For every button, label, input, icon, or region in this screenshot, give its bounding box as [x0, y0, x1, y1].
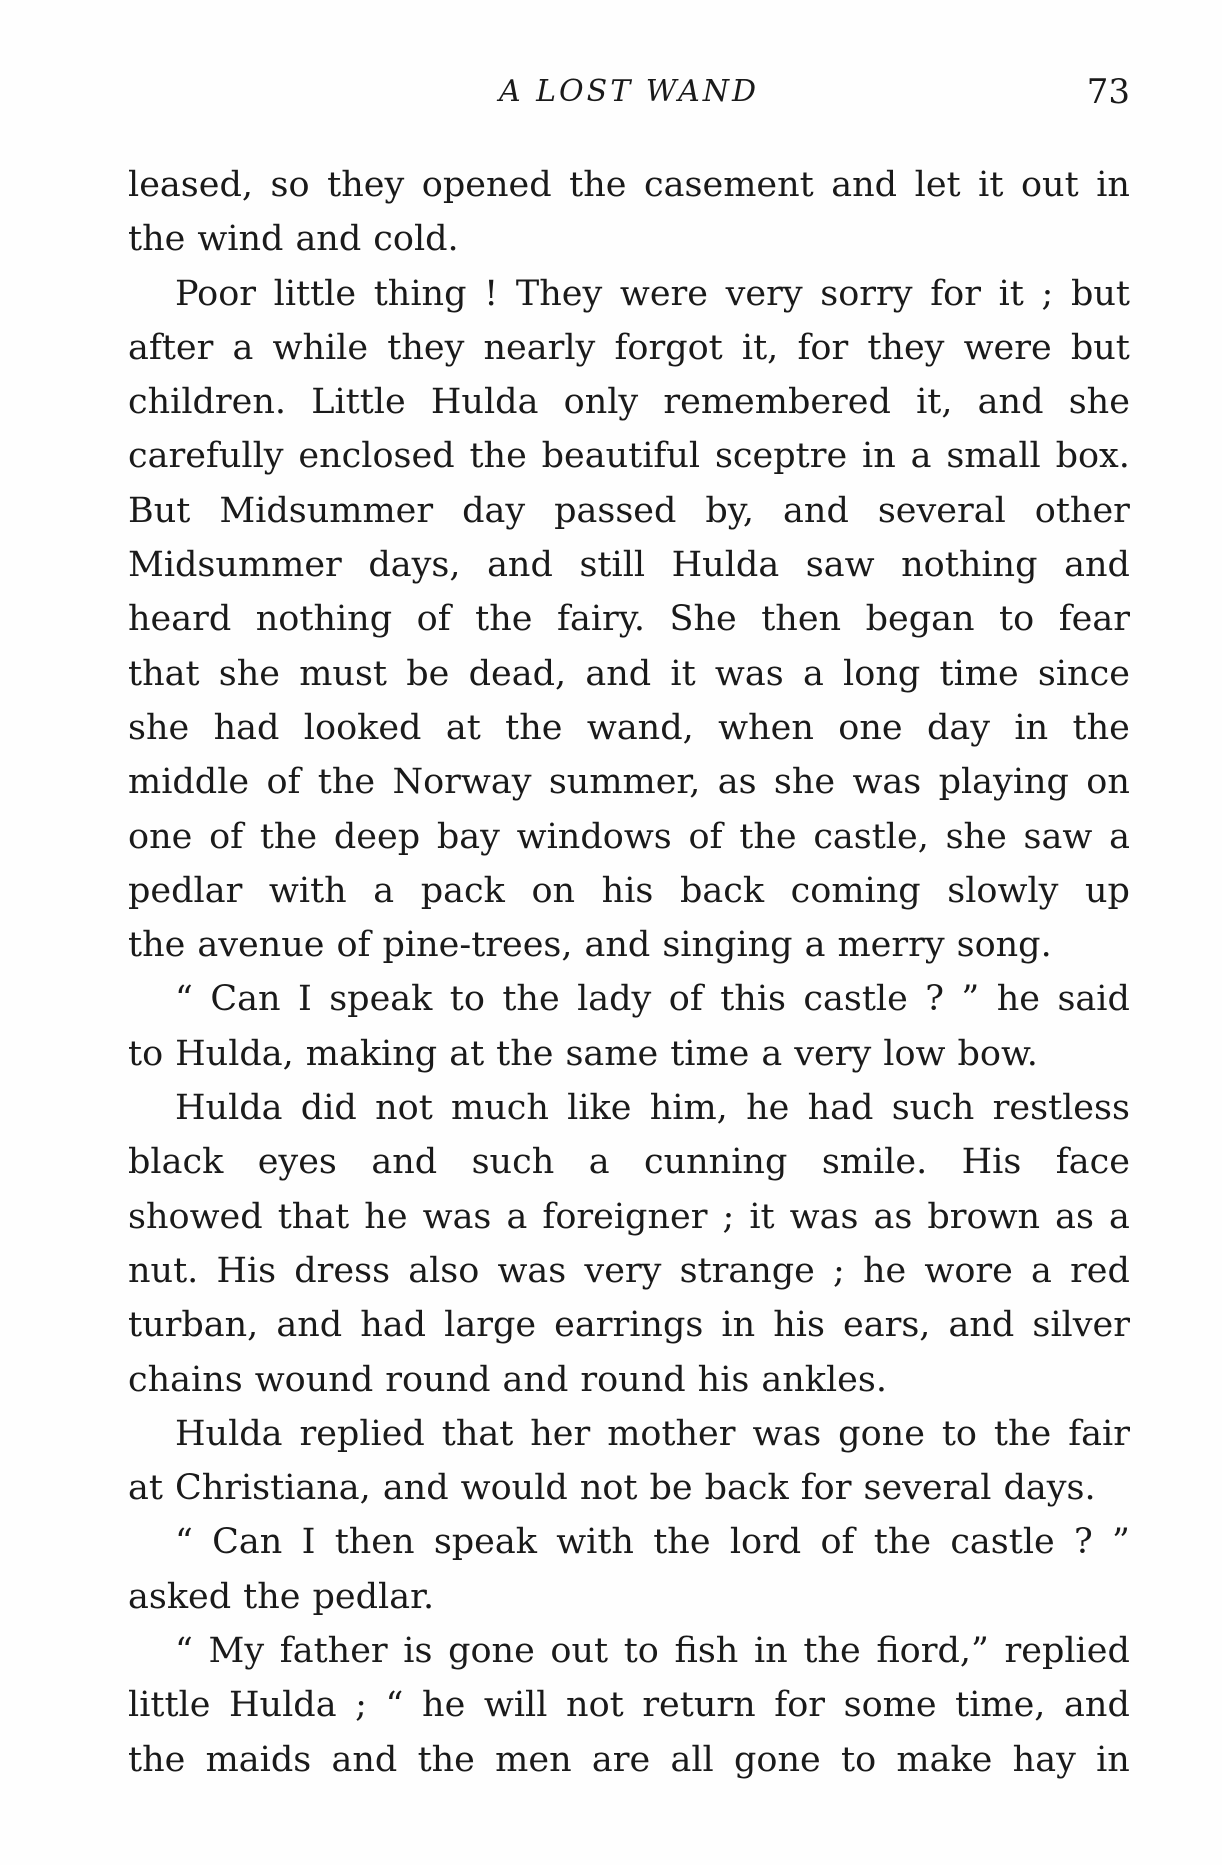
text-line: after a while they nearly forgot it, for they were but [128, 327, 1130, 368]
text-line: showed that he was a foreigner ; it was as brown as a [128, 1196, 1130, 1237]
text-line: children. Little Hulda only remembered it, and she [128, 382, 1130, 423]
text-line: the avenue of pine-trees, and singing a merry song. [128, 925, 1052, 966]
text-line: Hulda did not much like him, he had such restless [175, 1088, 1130, 1129]
body-text [128, 158, 1130, 1787]
running-title: A LOST WAND [498, 74, 760, 109]
text-line: “ My father is gone out to fish in the fiord,” replied [175, 1631, 1130, 1672]
text-line: that she must be dead, and it was a long time since [128, 653, 1130, 694]
text-line: Midsummer days, and still Hulda saw nothing and [128, 545, 1130, 586]
text-line: black eyes and such a cunning smile. His face [128, 1142, 1130, 1183]
text-line: nut. His dress also was very strange ; he wore a red [128, 1250, 1130, 1291]
text-line: leased, so they opened the casement and let it out in [128, 165, 1130, 205]
text-line: carefully enclosed the beautiful sceptre in a small box. [128, 436, 1130, 477]
text-line: one of the deep bay windows of the castle, she saw a [128, 816, 1130, 857]
text-line: turban, and had large earrings in his ears, and silver [128, 1305, 1130, 1346]
page-number: 73 [1086, 72, 1130, 112]
page-header [128, 68, 1130, 116]
text-line: at Christiana, and would not be back for several days. [128, 1468, 1096, 1509]
text-line: “ Can I then speak with the lord of the castle ? ” [175, 1522, 1130, 1563]
text-line: pedlar with a pack on his back coming slowly up [128, 870, 1130, 911]
text-line: she had looked at the wand, when one day in the [128, 707, 1130, 748]
text-line: to Hulda, making at the same time a very low bow. [128, 1033, 1038, 1074]
text-line: heard nothing of the fairy. She then began to fear [128, 599, 1130, 640]
text-line: the maids and the men are all gone to make hay in [128, 1739, 1130, 1780]
text-line: asked the pedlar. [128, 1576, 435, 1617]
text-line: Poor little thing ! They were very sorry for it ; but [175, 273, 1130, 314]
text-line: “ Can I speak to the lady of this castle ? ” he said [175, 979, 1130, 1020]
text-line: the wind and cold. [128, 219, 459, 260]
text-line: middle of the Norway summer, as she was playing on [128, 762, 1130, 803]
text-line: little Hulda ; “ he will not return for some time, and [128, 1685, 1130, 1726]
text-line: chains wound round and round his ankles. [128, 1359, 887, 1400]
text-line: Hulda replied that her mother was gone to the fair [175, 1413, 1130, 1454]
text-line: But Midsummer day passed by, and several other [128, 490, 1130, 531]
